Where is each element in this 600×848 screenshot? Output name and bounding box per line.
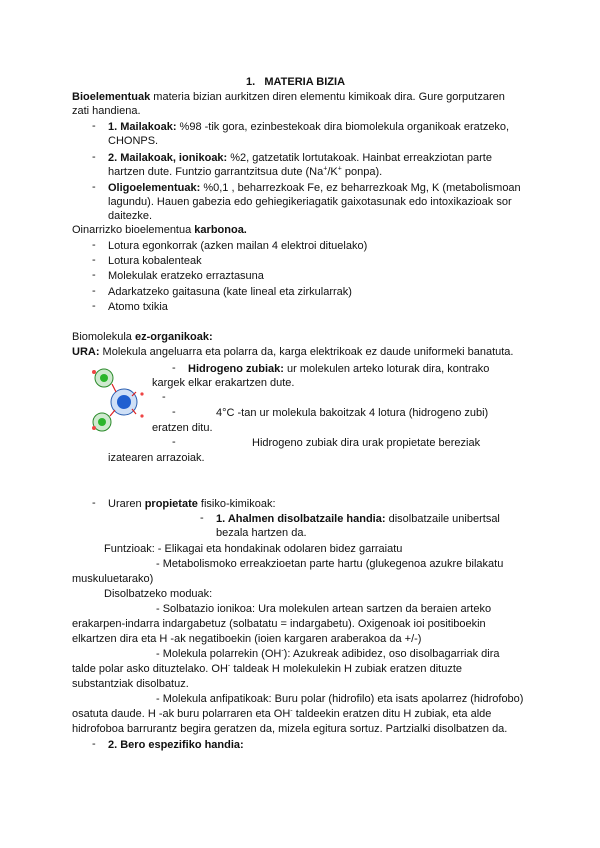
anfipatiko-line-1: - Molekula anfipatikoak: Buru polar (hidrofilo) eta isats apolarrez (hidrofobo) [156, 693, 524, 705]
list-dash: - [92, 151, 96, 163]
polar-line-2 [72, 662, 462, 676]
solbatazio-line-3: elkartzen dira eta H -ak negatiboekin (ioien kargaren araberakoa da +/-) [72, 633, 422, 645]
list-dash: - [92, 181, 96, 193]
item-text-cont: lagundu). Hauen gabezia edo gehiegikeriagatik gaixotasunak edo intoxikazioak sor [108, 196, 512, 208]
item-text: %2, gatzetatik lortutakoak. Hainbat erreakziotan parte [227, 152, 492, 164]
item-text: %98 -tik gora, ezinbestekoak dira biomolekula organikoak eratzeko, [176, 121, 510, 133]
hidrogeno-zubiak-item [188, 362, 489, 376]
bond-arrow-icon [110, 410, 115, 416]
title-text: MATERIA BIZIA [264, 76, 346, 88]
list-dash: - [92, 254, 96, 266]
polar-line-1 [156, 647, 500, 661]
list-dash: - [172, 436, 176, 448]
list-dash: - [92, 738, 96, 750]
oxygen-core-icon [117, 395, 131, 409]
bond-arrow-icon [112, 384, 116, 392]
bero-espezifiko-item: 2. Bero espezifiko handia: [108, 739, 244, 751]
title-number: 1. [246, 76, 256, 88]
bioelementuak-text: materia bizian aurkitzen diren elementu kimikoak dira. Gure gorputzaren [150, 91, 505, 103]
list-item-mailakoak-2 [108, 151, 492, 165]
ahalmen-item [216, 512, 500, 526]
polar-line-3: substantziak disolbatuz. [72, 678, 189, 690]
superscript: + [323, 165, 328, 173]
moduak-heading: Disolbatzeko moduak: [104, 588, 213, 600]
superscript: + [337, 165, 342, 173]
superscript: - [281, 647, 284, 655]
charge-dot-icon [140, 392, 143, 395]
hydrogen-core-icon [100, 374, 108, 382]
karbonoa-term: karbonoa. [194, 224, 247, 236]
superscript: - [227, 662, 231, 670]
polar-text-a: talde polar asko dituztelako. OH [72, 663, 228, 675]
ahalmen-term: 1. Ahalmen disolbatzaile handia: [216, 513, 386, 525]
solbatazio-line-2: erakarpen-indarra indargabetuz (solbatatu = indargabetu). Oxigenoak ioi positiboekin [72, 618, 486, 630]
list-dash: - [172, 362, 176, 374]
item-text: %0,1 , beharrezkoak Fe, ez beharrezkoak Mg, K (metabolismoan [200, 182, 521, 194]
ahalmen-cont: bezala hartzen da. [216, 527, 307, 539]
item-text-cont [108, 165, 382, 179]
list-dash: - [92, 239, 96, 251]
ez-organikoak-term: ez-organikoak: [134, 331, 213, 343]
list-dash: - [172, 406, 176, 418]
hidrogeno-zubiak-cont: kargek elkar erakartzen dute. [152, 377, 295, 389]
zubiak-arrazoiak-cont: izatearen arrazoiak. [108, 452, 205, 464]
bioelementuak-text-cont: zati handiena. [72, 105, 141, 117]
polar-text-a: - Molekula polarrekin (OH [156, 648, 282, 660]
item-text-cont: CHONPS. [108, 135, 159, 147]
bioelementuak-paragraph [72, 90, 505, 104]
oinarrizko-text: Oinarrizko bioelementua [72, 224, 195, 236]
karbono-list-item: Molekulak eratzeko erraztasuna [108, 270, 264, 282]
anfipatiko-text-a: osatuta daude. H -ak buru polarraren eta OH [72, 708, 291, 720]
ura-paragraph [72, 345, 513, 359]
polar-text-b: ): Azukreak adibidez, oso disolbagarriak dira [283, 648, 500, 660]
oinarrizko-line [72, 223, 247, 237]
item-label: Oligoelementuak: [108, 182, 201, 194]
list-dash: - [92, 300, 96, 312]
propietate-term: propietate [144, 498, 198, 510]
funtzioak-line-1: Funtzioak: - Elikagai eta hondakinak odolaren bidez garraiatu [104, 543, 403, 555]
anfipatiko-text-b: taldeekin eratzen ditu H zubiak, eta alde [292, 708, 492, 720]
list-dash: - [92, 269, 96, 281]
funtzioak-line-2: - Metabolismoko erreakzioetan parte hartu (glukegenoa azukre bilakatu [156, 558, 504, 570]
water-molecule-illustration [86, 364, 152, 440]
karbono-list-item: Atomo txikia [108, 301, 168, 313]
charge-dot-icon [92, 370, 96, 374]
charge-dot-icon [92, 426, 96, 430]
ponpa-text-mid: /K [327, 166, 338, 178]
bioelementuak-term: Bioelementuak [72, 91, 151, 103]
anfipatiko-line-2 [72, 707, 491, 721]
propietate-pre: Uraren [108, 498, 145, 510]
karbono-list-item: Lotura kobalenteak [108, 255, 202, 267]
lotura-4-item: 4°C -tan ur molekula bakoitzak 4 lotura (hidrogeno zubi) [216, 407, 489, 419]
hydrogen-core-icon [98, 418, 106, 426]
item-label: 1. Mailakoak: [108, 121, 177, 133]
anfipatiko-line-3: hidrofoboa barrurantz begira geratzen da, mizela egitura sortuz. Partzialki disolbatzen da. [72, 723, 508, 735]
list-dash: - [92, 285, 96, 297]
page-title [246, 75, 345, 89]
polar-text-b: taldeak H molekulekin H zubiak eratzen dituzte [230, 663, 462, 675]
solbatazio-line-1: - Solbatazio ionikoa: Ura molekulen artean sartzen da beraien arteko [156, 603, 492, 615]
charge-dot-icon [140, 414, 143, 417]
propietate-item [108, 497, 276, 511]
biomolekula-heading [72, 330, 213, 344]
ura-term: URA: [72, 346, 100, 358]
karbono-list-item: Adarkatzeko gaitasuna (kate lineal eta zirkularrak) [108, 286, 352, 298]
ahalmen-text: disolbatzaile unibertsal [385, 513, 500, 525]
propietate-post: fisiko-kimikoak: [197, 498, 276, 510]
list-item-oligoelementuak [108, 181, 521, 195]
ponpa-text: hartzen dute. Funtzio garrantzitsua dute (Na [108, 166, 324, 178]
item-text-cont: daitezke. [108, 210, 153, 222]
hidrogeno-zubiak-term: Hidrogeno zubiak: [188, 363, 284, 375]
item-label: 2. Mailakoak, ionikoak: [108, 152, 228, 164]
ponpa-text-end: ponpa). [341, 166, 383, 178]
list-dash: - [92, 120, 96, 132]
superscript: - [290, 707, 293, 715]
list-dash: - [200, 512, 204, 524]
lotura-4-cont: eratzen ditu. [152, 422, 213, 434]
ura-text: Molekula angeluarra eta polarra da, karga elektrikoak ez daude uniformeki banatuta. [99, 346, 514, 358]
list-dash: - [162, 391, 166, 403]
hidrogeno-zubiak-text: ur molekulen arteko loturak dira, kontrako [283, 363, 490, 375]
zubiak-arrazoiak-item: Hidrogeno zubiak dira urak propietate bereziak [252, 437, 481, 449]
list-dash: - [92, 497, 96, 509]
list-item-mailakoak-1 [108, 120, 509, 134]
biomolekula-text: Biomolekula [72, 331, 135, 343]
karbono-list-item: Lotura egonkorrak (azken mailan 4 elektroi dituelako) [108, 240, 368, 252]
funtzioak-line-3: muskuluetarako) [72, 573, 154, 585]
